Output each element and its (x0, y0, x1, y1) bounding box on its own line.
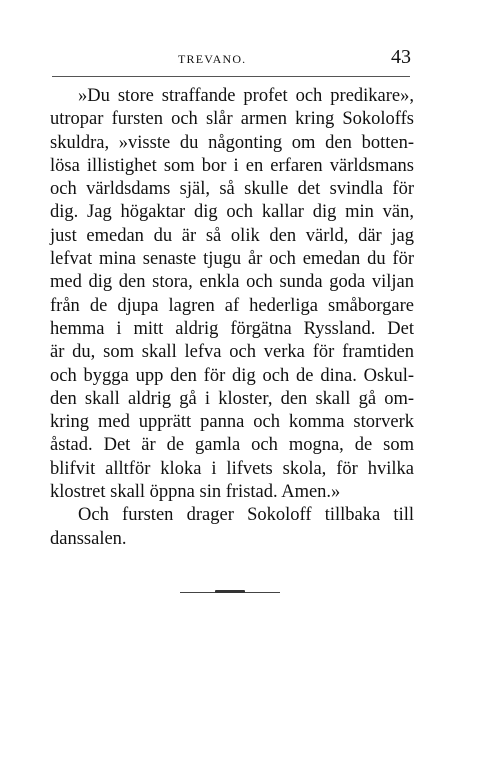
header-rule (52, 76, 410, 77)
text-line: lefvat mina senaste tjugu år och emedan du för (50, 249, 414, 270)
text-line: dig. Jag högaktar dig och kallar dig min vän, (50, 202, 414, 223)
text-line: just emedan du är så olik den värld, där jag (50, 225, 414, 246)
end-ornament-center (215, 590, 245, 593)
body-text (50, 85, 414, 551)
text-line: den skall aldrig gå i kloster, den skall gå om- (50, 388, 414, 409)
text-line: blifvit alltför kloka i lifvets skola, för hvilka (50, 458, 414, 479)
text-line: utropar fursten och slår armen kring Sokoloffs (50, 109, 414, 130)
page-number: 43 (391, 46, 411, 68)
text-line: Och fursten drager Sokoloff tillbaka till (78, 505, 414, 526)
text-line: från de djupa lagren af hederliga småborgare (50, 295, 414, 316)
text-line: och bygga upp den för dig och de dina. Oskul- (50, 365, 414, 386)
text-line: hemma i mitt aldrig förgätna Ryssland. Det (50, 318, 414, 339)
text-line: kring med upprätt panna och komma storverk (50, 412, 414, 433)
text-line: »Du store straffande profet och predikare», (78, 86, 414, 106)
text-line: åstad. Det är de gamla och mogna, de som (50, 435, 414, 456)
running-title: TREVANO. (178, 52, 247, 66)
text-line: med dig den stora, enkla och sunda goda viljan (50, 272, 414, 293)
text-line: är du, som skall lefva och verka för framtiden (50, 342, 414, 363)
text-line: och världsdams själ, så skulle det svindla för (50, 179, 414, 200)
text-line: danssalen. (50, 528, 127, 549)
text-line: klostret skall öppna sin fristad. Amen.» (50, 482, 341, 503)
running-head (0, 46, 480, 70)
text-line: skuldra, »visste du någonting om den botten- (50, 132, 414, 153)
text-line: lösa illistighet som bor i en erfaren världsmans (50, 155, 414, 176)
